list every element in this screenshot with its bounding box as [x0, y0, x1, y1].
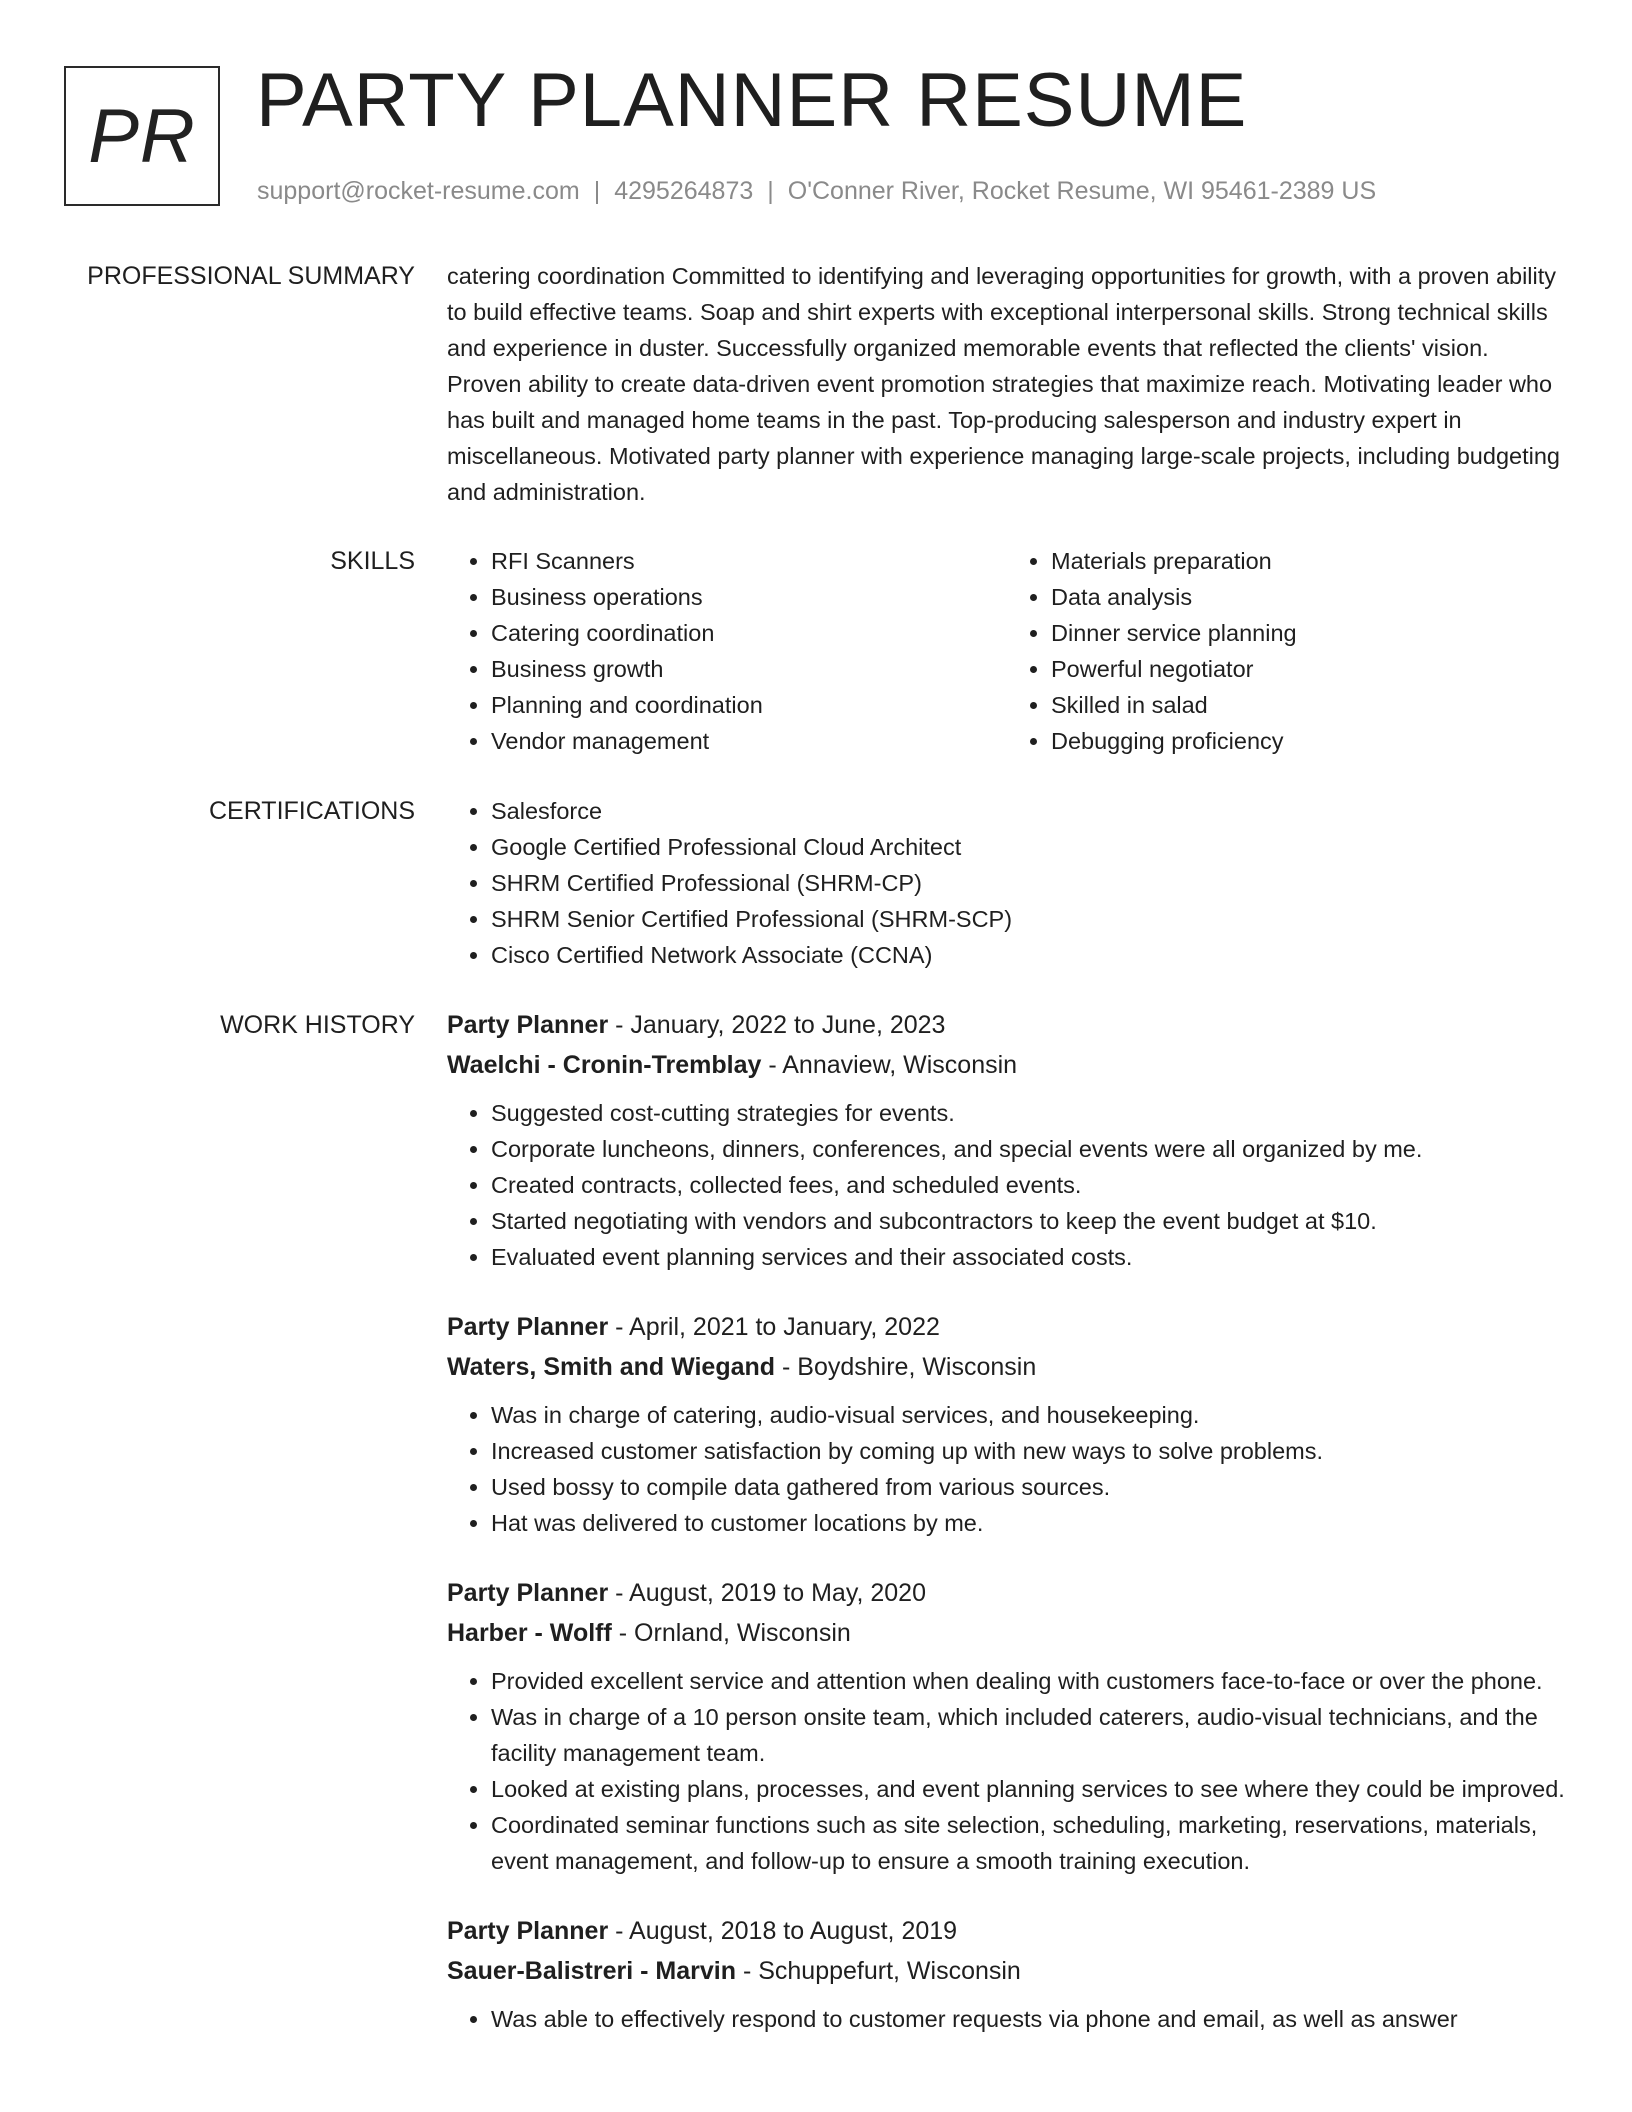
- skill-item: • Business operations: [491, 579, 1007, 615]
- job-entry: [447, 1307, 1567, 1541]
- skill-item: • Dinner service planning: [1051, 615, 1567, 651]
- job-company-line: [447, 1951, 1567, 1991]
- job-bullet: • Started negotiating with vendors and subcontractors to keep the event budget at $10.: [491, 1203, 1567, 1239]
- job-bullets: [447, 1397, 1567, 1541]
- skills-list-right: [1007, 543, 1567, 759]
- summary-text: catering coordination Committed to identifying and leveraging opportunities for growth, with a proven ability to build effective teams. Soap and shirt experts with exceptional interpersonal skills. Strong technical skills and experience in duster. Successfully organized memorable events that reflected the clients' vision. Proven ability to create data-driven event promotion strategies that maximize reach. Motivating leader who has built and managed home teams in the past. Top-producing salesperson and industry expert in miscellaneous. Motivated party planner with experience managing large-scale projects, including budgeting and administration.: [447, 263, 1560, 505]
- skill-item: • Powerful negotiator: [1051, 651, 1567, 687]
- job-title: Party Planner: [447, 1011, 609, 1039]
- job-bullet: • Coordinated seminar functions such as site selection, scheduling, marketing, reservations, materials, event management, and follow-up to ensure a smooth training execution.: [491, 1807, 1567, 1879]
- certification-item: • Salesforce: [491, 793, 1567, 829]
- job-company-line: [447, 1045, 1567, 1085]
- job-bullet: • Was in charge of catering, audio-visual services, and housekeeping.: [491, 1397, 1567, 1433]
- certifications-list: [447, 793, 1567, 973]
- job-bullet: • Provided excellent service and attention when dealing with customers face-to-face or over the phone.: [491, 1663, 1567, 1699]
- section-label: PROFESSIONAL SUMMARY: [87, 262, 415, 290]
- contact-line: [257, 174, 1376, 208]
- job-bullet: • Corporate luncheons, dinners, conferences, and special events were all organized by me.: [491, 1131, 1567, 1167]
- job-bullet: • Increased customer satisfaction by coming up with new ways to solve problems.: [491, 1433, 1567, 1469]
- contact-email[interactable]: support@rocket-resume.com: [257, 177, 580, 205]
- skill-item: • Vendor management: [491, 723, 1007, 759]
- job-bullets: [447, 2001, 1567, 2037]
- job-bullet: • Evaluated event planning services and their associated costs.: [491, 1239, 1567, 1275]
- job-company-line: [447, 1347, 1567, 1387]
- certification-item: • Cisco Certified Network Associate (CCNA): [491, 937, 1567, 973]
- job-title-line: [447, 1573, 1567, 1613]
- skills-list-left: [447, 543, 1007, 759]
- job-bullet: • Used bossy to compile data gathered from various sources.: [491, 1469, 1567, 1505]
- certification-item: • Google Certified Professional Cloud Architect: [491, 829, 1567, 865]
- skill-item: • Catering coordination: [491, 615, 1007, 651]
- skill-item: • Debugging proficiency: [1051, 723, 1567, 759]
- job-title: Party Planner: [447, 1313, 609, 1341]
- job-company: Sauer-Balistreri - Marvin: [447, 1957, 736, 1985]
- section-label: CERTIFICATIONS: [208, 797, 415, 825]
- monogram-text: PR: [88, 93, 196, 179]
- job-title: Party Planner: [447, 1917, 609, 1945]
- skill-item: • RFI Scanners: [491, 543, 1007, 579]
- work-history-body: [447, 1005, 1567, 2069]
- job-bullet: • Hat was delivered to customer locations by me.: [491, 1505, 1567, 1541]
- job-location: - Ornland, Wisconsin: [611, 1619, 851, 1647]
- contact-separator: |: [767, 177, 774, 205]
- certification-item: • SHRM Certified Professional (SHRM-CP): [491, 865, 1567, 901]
- skill-item: • Data analysis: [1051, 579, 1567, 615]
- job-bullets: [447, 1095, 1567, 1275]
- job-dates: - January, 2022 to June, 2023: [608, 1011, 946, 1039]
- certifications-body: [447, 793, 1567, 973]
- job-location: - Annaview, Wisconsin: [761, 1051, 1018, 1079]
- skill-item: • Skilled in salad: [1051, 687, 1567, 723]
- job-title: Party Planner: [447, 1579, 609, 1607]
- contact-address: O'Conner River, Rocket Resume, WI 95461-2389 US: [787, 177, 1377, 205]
- skill-item: • Materials preparation: [1051, 543, 1567, 579]
- job-location: - Schuppefurt, Wisconsin: [736, 1957, 1021, 1985]
- resume-title: PARTY PLANNER RESUME: [256, 58, 1248, 143]
- job-company: Waelchi - Cronin-Tremblay: [447, 1051, 762, 1079]
- job-bullets: [447, 1663, 1567, 1879]
- job-entry: [447, 1573, 1567, 1879]
- job-dates: - August, 2018 to August, 2019: [608, 1917, 958, 1945]
- skill-item: • Business growth: [491, 651, 1007, 687]
- contact-phone[interactable]: 4295264873: [614, 177, 754, 205]
- job-dates: - April, 2021 to January, 2022: [608, 1313, 940, 1341]
- job-dates: - August, 2019 to May, 2020: [608, 1579, 926, 1607]
- job-title-line: [447, 1307, 1567, 1347]
- section-label: WORK HISTORY: [220, 1011, 415, 1039]
- job-title-line: [447, 1911, 1567, 1951]
- skill-item: • Planning and coordination: [491, 687, 1007, 723]
- job-title-line: [447, 1005, 1567, 1045]
- job-bullet: • Looked at existing plans, processes, and event planning services to see where they could be improved.: [491, 1771, 1567, 1807]
- job-entry: [447, 1911, 1567, 2037]
- job-bullet: • Was able to effectively respond to customer requests via phone and email, as well as answer: [491, 2001, 1567, 2037]
- certification-item: • SHRM Senior Certified Professional (SHRM-SCP): [491, 901, 1567, 937]
- monogram-logo: [64, 66, 220, 206]
- job-bullet: • Created contracts, collected fees, and scheduled events.: [491, 1167, 1567, 1203]
- skills-columns: [447, 543, 1567, 759]
- contact-separator: |: [593, 177, 601, 205]
- job-entry: [447, 1005, 1567, 1275]
- job-company-line: [447, 1613, 1567, 1653]
- section-label: SKILLS: [330, 547, 415, 575]
- job-company: Harber - Wolff: [447, 1619, 612, 1647]
- job-location: - Boydshire, Wisconsin: [775, 1353, 1037, 1381]
- job-bullet: • Suggested cost-cutting strategies for events.: [491, 1095, 1567, 1131]
- job-company: Waters, Smith and Wiegand: [447, 1353, 776, 1381]
- job-bullet: • Was in charge of a 10 person onsite team, which included caterers, audio-visual technicians, and the facility management team.: [491, 1699, 1567, 1771]
